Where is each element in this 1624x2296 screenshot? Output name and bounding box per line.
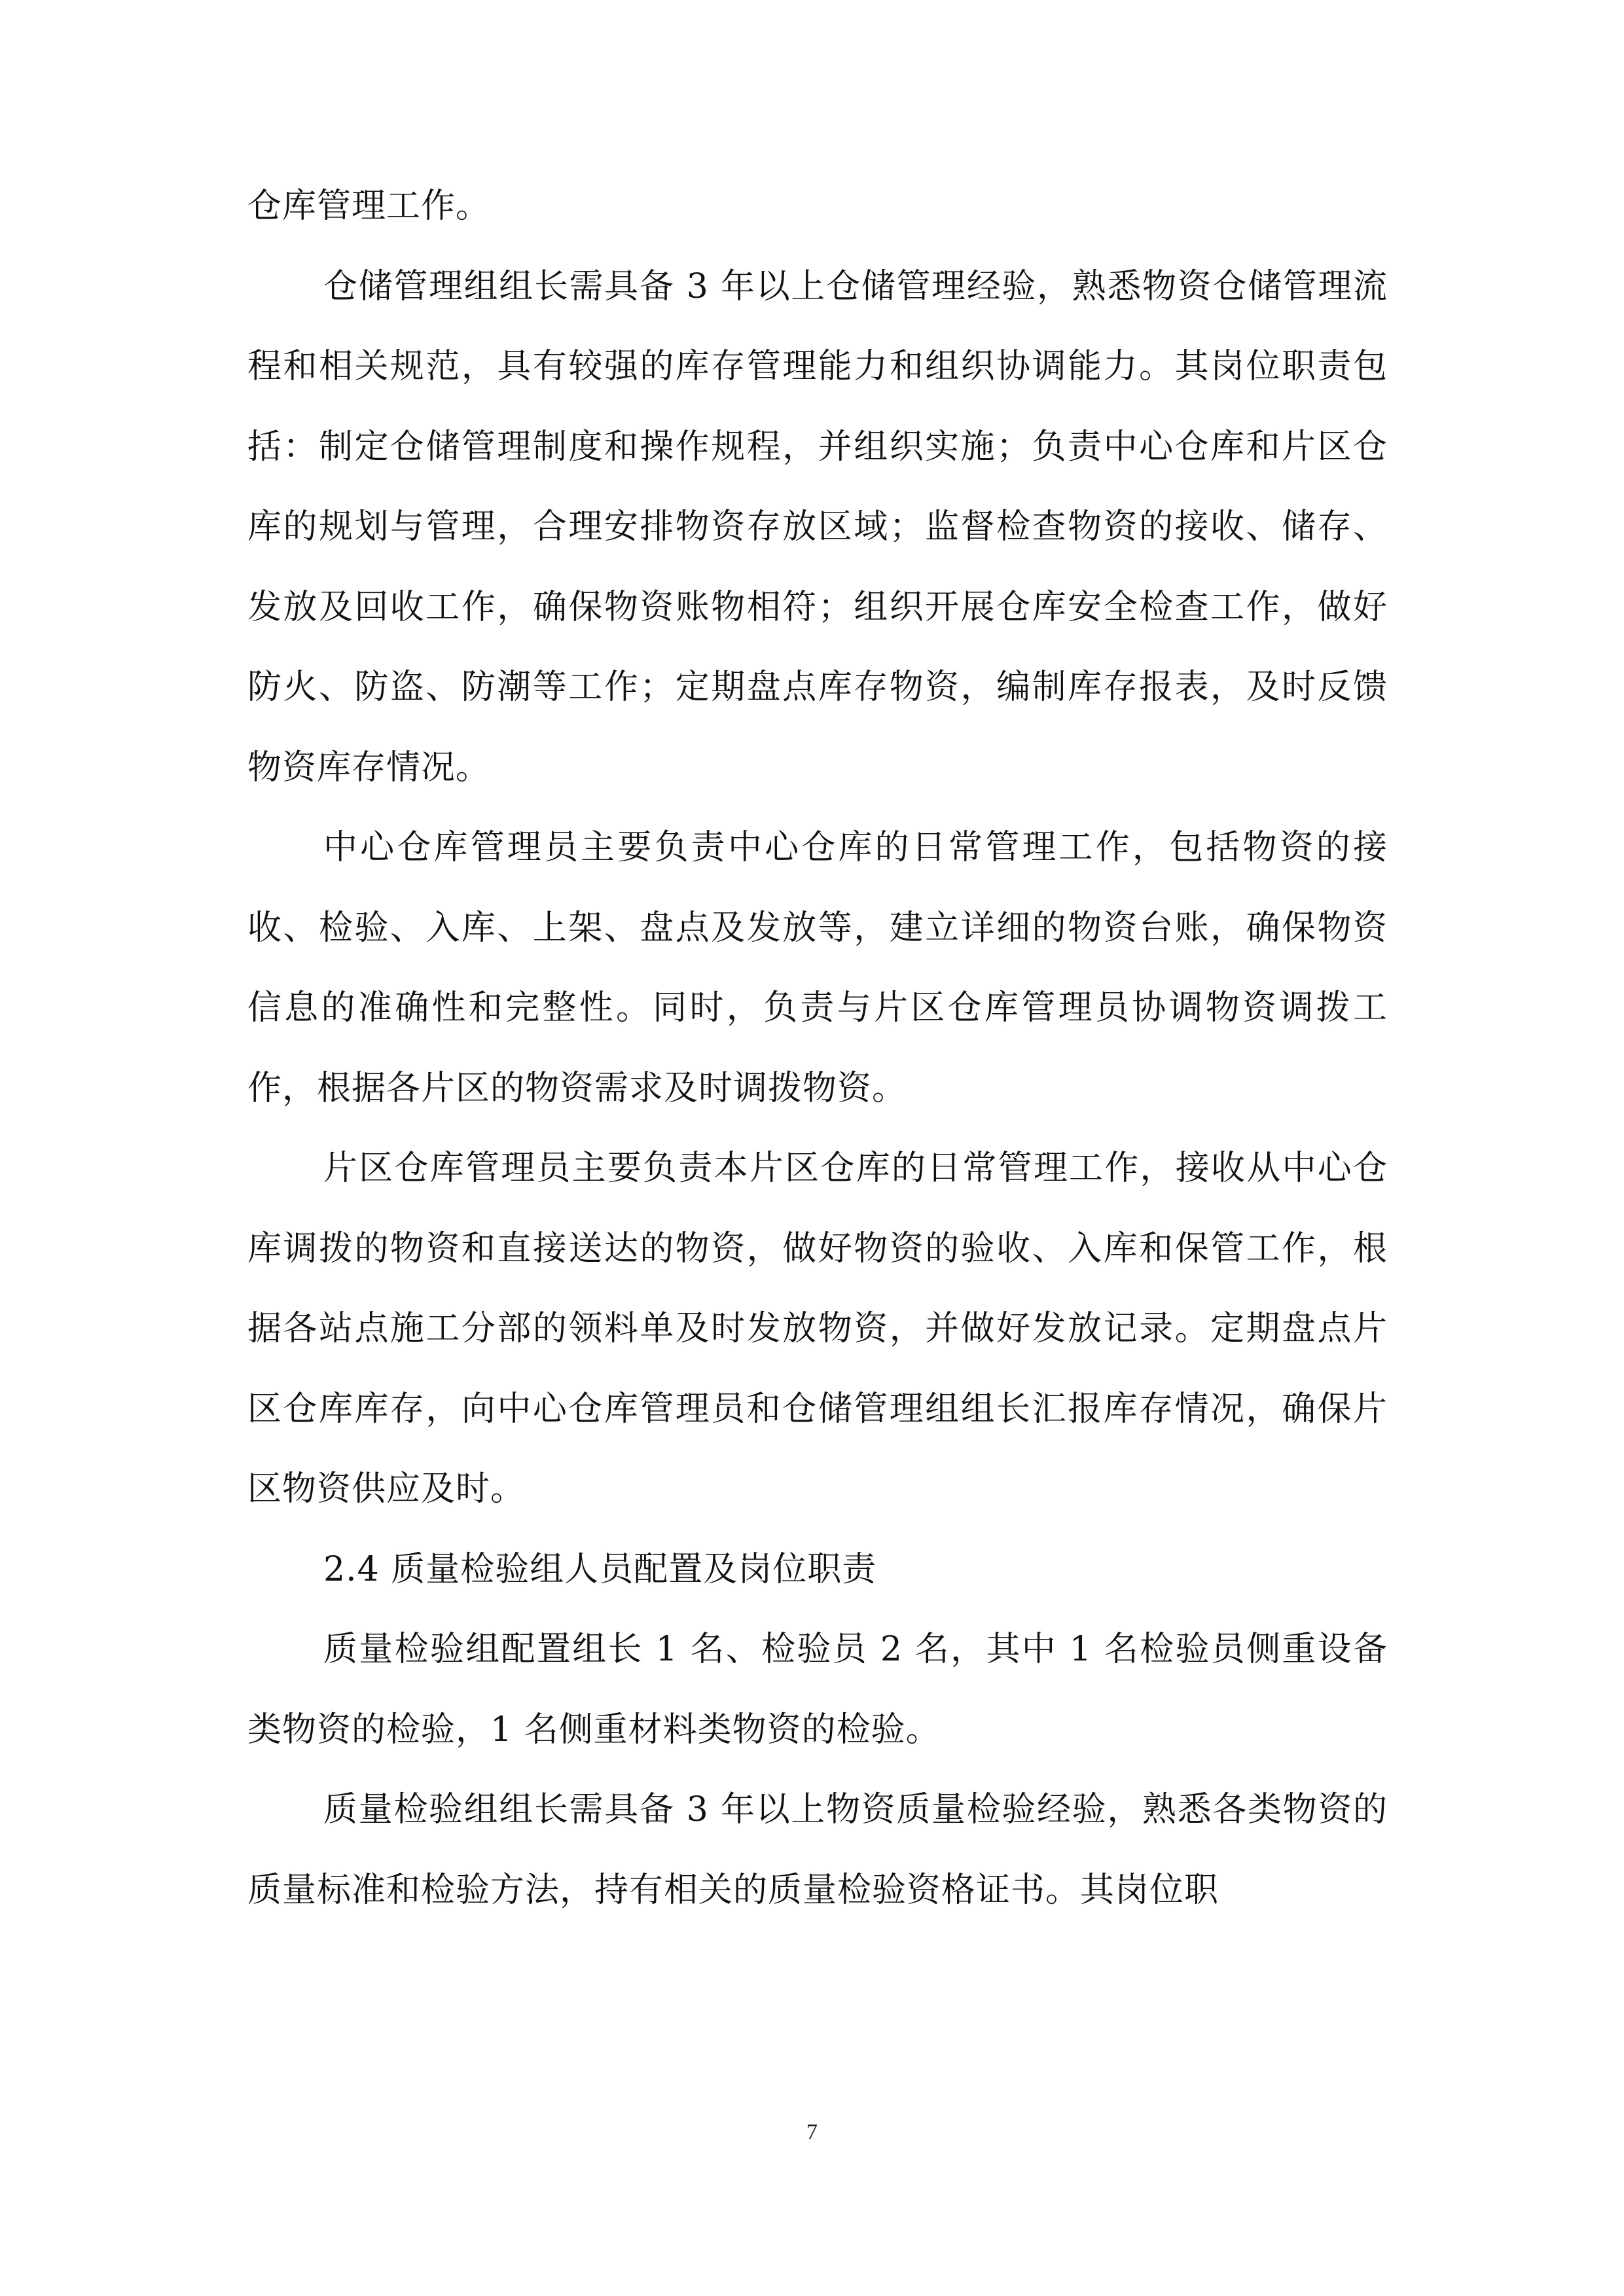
document-body	[247, 166, 1388, 1930]
paragraph-continuation: 仓库管理工作。	[247, 187, 491, 226]
section-heading-2-4: 2.4 质量检验组人员配置及岗位职责	[323, 1549, 877, 1589]
page-number: 7	[806, 2120, 818, 2144]
paragraph-central-warehouse-keeper: 中心仓库管理员主要负责中心仓库的日常管理工作，包括物资的接收、检验、入库、上架、盘点及发放等，建立详细的物资台账，确保物资信息的准确性和完整性。同时，负责与片区仓库管理员协调物资调拨工作，根据各片区的物资需求及时调拨物资。	[247, 828, 1388, 1108]
paragraph-quality-team-config: 质量检验组配置组长 1 名、检验员 2 名，其中 1 名检验员侧重设备类物资的检验，1 名侧重材料类物资的检验。	[247, 1630, 1388, 1749]
paragraph-district-warehouse-keeper: 片区仓库管理员主要负责本片区仓库的日常管理工作，接收从中心仓库调拨的物资和直接送达的物资，做好物资的验收、入库和保管工作，根据各站点施工分部的领料单及时发放物资，并做好发放记录。定期盘点片区仓库库存，向中心仓库管理员和仓储管理组组长汇报库存情况，确保片区物资供应及时。	[247, 1149, 1388, 1509]
paragraph-storage-leader: 仓储管理组组长需具备 3 年以上仓储管理经验，熟悉物资仓储管理流程和相关规范，具有较强的库存管理能力和组织协调能力。其岗位职责包括：制定仓储管理制度和操作规程，并组织实施；负责中心仓库和片区仓库的规划与管理，合理安排物资存放区域；监督检查物资的接收、储存、发放及回收工作，确保物资账物相符；组织开展仓库安全检查工作，做好防火、防盗、防潮等工作；定期盘点库存物资，编制库存报表，及时反馈物资库存情况。	[247, 266, 1388, 787]
paragraph-quality-team-leader: 质量检验组组长需具备 3 年以上物资质量检验经验，熟悉各类物资的质量标准和检验方法，持有相关的质量检验资格证书。其岗位职	[247, 1790, 1388, 1910]
